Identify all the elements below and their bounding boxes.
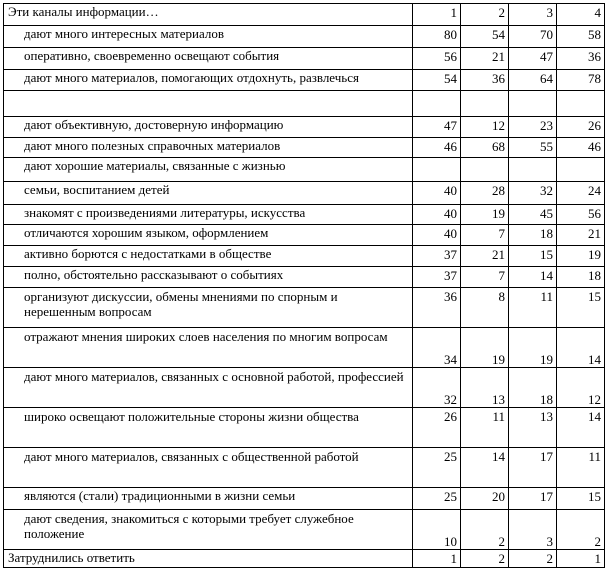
row-value <box>509 158 557 182</box>
row-value: 11 <box>509 288 557 328</box>
row-value: 26 <box>557 117 605 138</box>
table-row <box>4 26 605 48</box>
row-value: 40 <box>413 205 461 225</box>
row-value: 32 <box>509 182 557 205</box>
row-label: являются (стали) традиционными в жизни семьи <box>4 488 413 510</box>
row-value: 13 <box>509 408 557 448</box>
row-value: 24 <box>557 182 605 205</box>
row-label: отличаются хорошим языком, оформлением <box>4 225 413 246</box>
row-value: 68 <box>461 138 509 158</box>
row-value: 15 <box>509 246 557 267</box>
row-label <box>4 91 413 117</box>
table-row <box>4 182 605 205</box>
row-value: 46 <box>557 138 605 158</box>
row-value: 2 <box>461 510 509 550</box>
row-value: 80 <box>413 26 461 48</box>
row-value: 21 <box>461 246 509 267</box>
footer-value: 2 <box>509 550 557 568</box>
row-value <box>413 158 461 182</box>
row-value: 19 <box>461 205 509 225</box>
row-value: 20 <box>461 488 509 510</box>
row-value: 21 <box>461 48 509 70</box>
row-label: дают много интересных материалов <box>4 26 413 48</box>
row-value: 14 <box>557 408 605 448</box>
row-value: 11 <box>557 448 605 488</box>
row-label: дают хорошие материалы, связанные с жизнью <box>4 158 413 182</box>
row-value: 11 <box>461 408 509 448</box>
table-row <box>4 117 605 138</box>
row-label: дают много материалов, связанных с общественной работой <box>4 448 413 488</box>
row-value: 23 <box>509 117 557 138</box>
row-label: полно, обстоятельно рассказывают о событиях <box>4 267 413 288</box>
row-value: 17 <box>509 488 557 510</box>
row-value: 58 <box>557 26 605 48</box>
footer-value: 1 <box>557 550 605 568</box>
row-value: 2 <box>557 510 605 550</box>
row-value: 46 <box>413 138 461 158</box>
table-row <box>4 448 605 488</box>
row-value: 18 <box>509 368 557 408</box>
row-value: 21 <box>557 225 605 246</box>
row-value: 15 <box>557 288 605 328</box>
row-value: 7 <box>461 225 509 246</box>
footer-row <box>4 550 605 568</box>
row-value: 12 <box>557 368 605 408</box>
row-value <box>461 91 509 117</box>
row-value: 47 <box>509 48 557 70</box>
table-row <box>4 48 605 70</box>
row-value: 10 <box>413 510 461 550</box>
table-row <box>4 246 605 267</box>
row-value: 56 <box>413 48 461 70</box>
row-value <box>557 91 605 117</box>
row-value: 36 <box>557 48 605 70</box>
row-value: 54 <box>413 70 461 91</box>
row-value: 40 <box>413 182 461 205</box>
row-value <box>413 91 461 117</box>
header-row <box>4 4 605 26</box>
row-value: 14 <box>461 448 509 488</box>
table-row <box>4 408 605 448</box>
row-value: 25 <box>413 448 461 488</box>
row-value: 70 <box>509 26 557 48</box>
row-value: 55 <box>509 138 557 158</box>
row-value: 14 <box>509 267 557 288</box>
row-value: 8 <box>461 288 509 328</box>
row-value: 19 <box>461 328 509 368</box>
row-value: 34 <box>413 328 461 368</box>
footer-value: 2 <box>461 550 509 568</box>
row-value: 37 <box>413 267 461 288</box>
row-value: 32 <box>413 368 461 408</box>
row-value: 14 <box>557 328 605 368</box>
row-value: 64 <box>509 70 557 91</box>
row-label: дают много полезных справочных материалов <box>4 138 413 158</box>
row-value: 56 <box>557 205 605 225</box>
header-col-3: 3 <box>509 4 557 26</box>
table-row <box>4 328 605 368</box>
row-label: дают сведения, знакомиться с которыми требует служебное положение <box>4 510 413 550</box>
row-value: 19 <box>557 246 605 267</box>
row-value: 47 <box>413 117 461 138</box>
row-value: 36 <box>461 70 509 91</box>
table-row-empty <box>4 91 605 117</box>
table-row <box>4 138 605 158</box>
row-value <box>509 91 557 117</box>
row-value: 12 <box>461 117 509 138</box>
header-label: Эти каналы информации… <box>4 4 413 26</box>
row-value: 37 <box>413 246 461 267</box>
row-value: 13 <box>461 368 509 408</box>
header-col-1: 1 <box>413 4 461 26</box>
table-row <box>4 225 605 246</box>
row-label: дают много материалов, помогающих отдохнуть, развлечься <box>4 70 413 91</box>
table-row <box>4 205 605 225</box>
row-label: широко освещают положительные стороны жизни общества <box>4 408 413 448</box>
table-row <box>4 70 605 91</box>
row-value <box>557 158 605 182</box>
row-value: 54 <box>461 26 509 48</box>
row-value: 25 <box>413 488 461 510</box>
row-value: 45 <box>509 205 557 225</box>
table-row <box>4 510 605 550</box>
row-value <box>461 158 509 182</box>
header-col-4: 4 <box>557 4 605 26</box>
header-col-2: 2 <box>461 4 509 26</box>
row-label: дают много материалов, связанных с основной работой, профессией <box>4 368 413 408</box>
row-label: активно борются с недостатками в обществе <box>4 246 413 267</box>
table-row <box>4 488 605 510</box>
row-value: 19 <box>509 328 557 368</box>
row-label: отражают мнения широких слоев населения по многим вопросам <box>4 328 413 368</box>
footer-label: Затруднились ответить <box>4 550 413 568</box>
row-value: 26 <box>413 408 461 448</box>
row-value: 40 <box>413 225 461 246</box>
row-value: 7 <box>461 267 509 288</box>
row-value: 18 <box>509 225 557 246</box>
row-value: 3 <box>509 510 557 550</box>
row-value: 17 <box>509 448 557 488</box>
row-label: знакомят с произведениями литературы, искусства <box>4 205 413 225</box>
row-label: семьи, воспитанием детей <box>4 182 413 205</box>
row-value: 15 <box>557 488 605 510</box>
row-value: 36 <box>413 288 461 328</box>
table-row <box>4 288 605 328</box>
row-label: дают объективную, достоверную информацию <box>4 117 413 138</box>
row-value: 78 <box>557 70 605 91</box>
table-row <box>4 158 605 182</box>
footer-value: 1 <box>413 550 461 568</box>
channels-table <box>3 3 605 568</box>
row-label: оперативно, своевременно освещают события <box>4 48 413 70</box>
row-value: 18 <box>557 267 605 288</box>
row-label: организуют дискуссии, обмены мнениями по спорным и нерешенным вопросам <box>4 288 413 328</box>
table-row <box>4 368 605 408</box>
row-value: 28 <box>461 182 509 205</box>
table-row <box>4 267 605 288</box>
